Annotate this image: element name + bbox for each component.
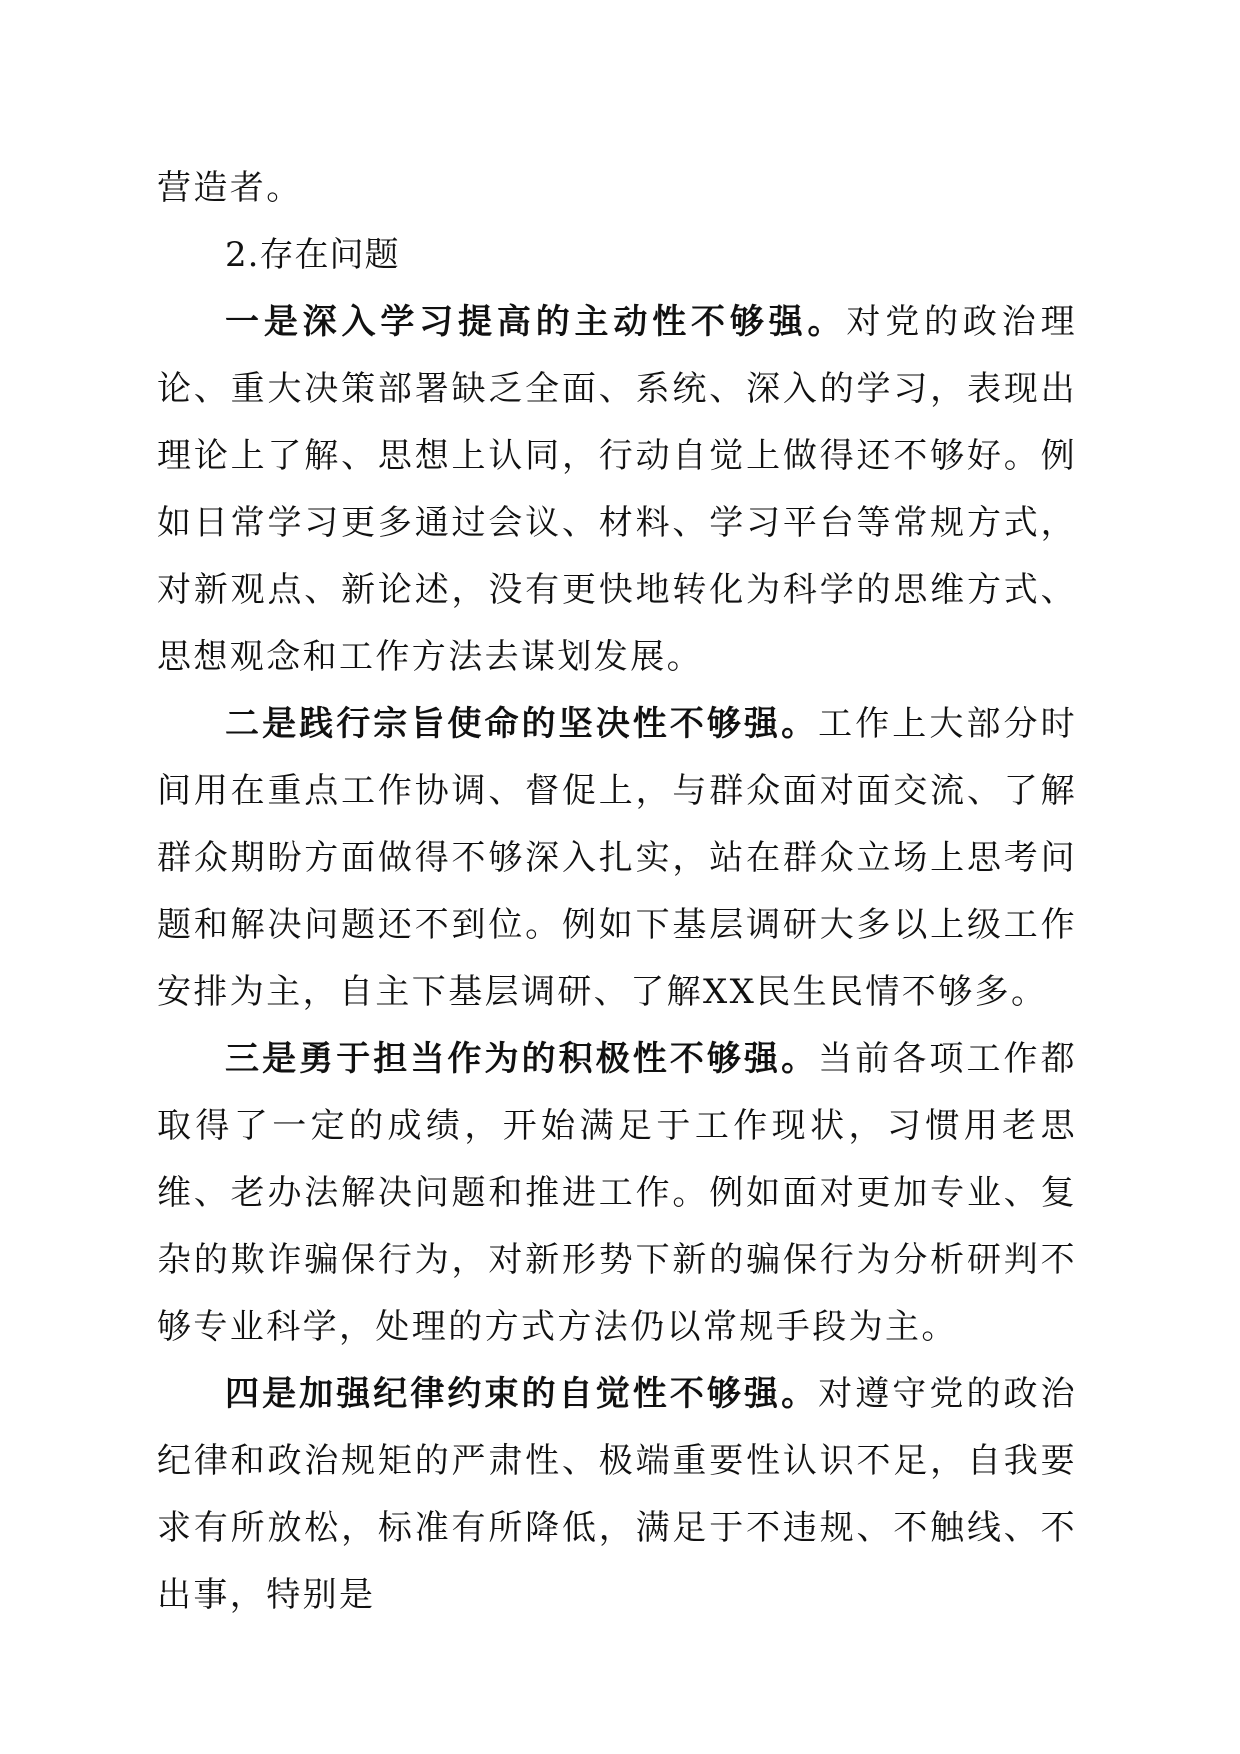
paragraph-4-lead: 四是加强纪律约束的自觉性不够强。 xyxy=(225,1374,819,1414)
document-body xyxy=(157,155,1077,1629)
paragraph-4-body: 对遵守党的政治纪律和政治规矩的严肃性、极端重要性认识不足，自我要求有所放松，标准有所降低，满足于不违规、不触线、不出事，特别是 xyxy=(157,1374,1077,1615)
paragraph-2-body: 工作上大部分时间用在重点工作协调、督促上，与群众面对面交流、了解群众期盼方面做得不够深入扎实，站在群众立场上思考问题和解决问题还不到位。例如下基层调研大多以上级工作安排为主，自主下基层调研、了解XX民生民情不够多。 xyxy=(157,704,1077,1012)
paragraph-3 xyxy=(157,1026,1077,1361)
paragraph-2-lead: 二是践行宗旨使命的坚决性不够强。 xyxy=(225,704,819,744)
paragraph-3-lead: 三是勇于担当作为的积极性不够强。 xyxy=(225,1039,819,1079)
paragraph-3-body: 当前各项工作都取得了一定的成绩，开始满足于工作现状，习惯用老思维、老办法解决问题和推进工作。例如面对更加专业、复杂的欺诈骗保行为，对新形势下新的骗保行为分析研判不够专业科学，处理的方式方法仍以常规手段为主。 xyxy=(157,1039,1077,1347)
section-heading: 2.存在问题 xyxy=(225,235,400,275)
paragraph-1-body: 对党的政治理论、重大决策部署缺乏全面、系统、深入的学习，表现出理论上了解、思想上认同，行动自觉上做得还不够好。例如日常学习更多通过会议、材料、学习平台等常规方式，对新观点、新论述，没有更快地转化为科学的思维方式、思想观念和工作方法去谋划发展。 xyxy=(157,302,1077,677)
continuation-text: 营造者。 xyxy=(157,168,303,208)
paragraph-1-lead: 一是深入学习提高的主动性不够强。 xyxy=(225,302,847,342)
paragraph-2 xyxy=(157,691,1077,1026)
paragraph-4 xyxy=(157,1361,1077,1629)
paragraph-1 xyxy=(157,289,1077,691)
